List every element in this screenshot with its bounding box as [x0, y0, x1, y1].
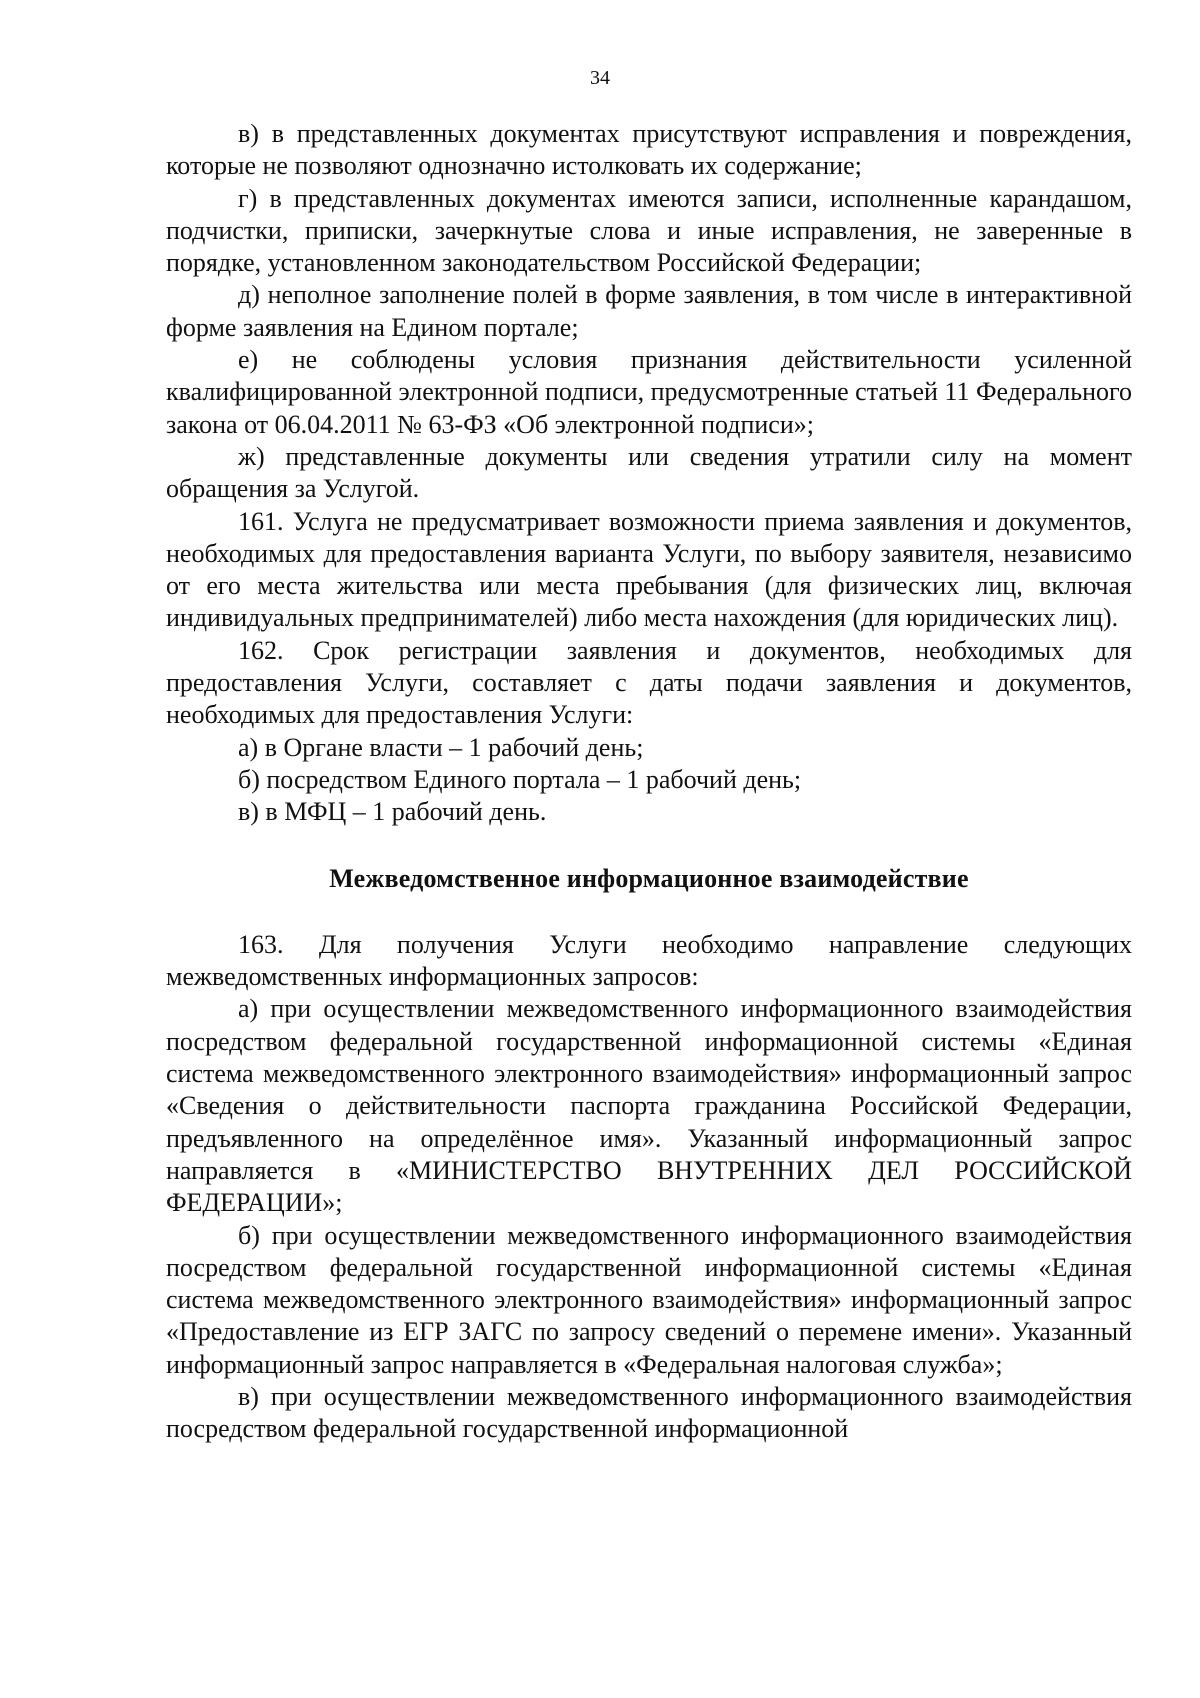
document-body: [166, 118, 1132, 1446]
paragraph-item-e-signature: е) не соблюдены условия признания действительности усиленной квалифицированной электронной подписи, предусмотренные статьей 11 Федерального закона от 06.04.2011 № 63-ФЗ «Об электронной подписи»;: [166, 345, 1132, 439]
paragraph-163: 163. Для получения Услуги необходимо направление следующих межведомственных информационных запросов:: [166, 929, 1132, 992]
paragraph-item-g-pencil-records: г) в представленных документах имеются записи, исполненные карандашом, подчистки, приписки, зачеркнутые слова и иные исправления, не заверенные в порядке, установленном законодательством Российской Федерации;: [166, 183, 1132, 278]
paragraph-162-item-b: б) посредством Единого портала – 1 рабочий день;: [238, 764, 802, 794]
paragraph-item-v-corrections: в) в представленных документах присутствуют исправления и повреждения, которые не позволяют однозначно истолковать их содержание;: [166, 119, 1132, 181]
paragraph-162: 162. Срок регистрации заявления и документов, необходимых для предоставления Услуги, составляет с даты подачи заявления и документов, необходимых для предоставления Услуги:: [166, 635, 1132, 730]
paragraph-163-item-b: б) при осуществлении межведомственного информационного взаимодействия посредством федеральной государственной информационной системы «Единая система межведомственного электронного взаимодействия» информационный запрос «Предоставление из ЕГР ЗАГС по запросу сведений о перемене имени». Указанный информационный запрос направляется в «Федеральная налоговая служба»;: [166, 1220, 1132, 1379]
section-heading: Межведомственное информационное взаимодействие: [329, 863, 969, 893]
paragraph-163-item-v: в) при осуществлении межведомственного информационного взаимодействия посредством федеральной государственной информационной: [166, 1381, 1132, 1444]
paragraph-item-d-incomplete-form: д) неполное заполнение полей в форме заявления, в том числе в интерактивной форме заявления на Едином портале;: [166, 280, 1132, 342]
paragraph-161: 161. Услуга не предусматривает возможности приема заявления и документов, необходимых для предоставления варианта Услуги, по выбору заявителя, независимо от его места жительства или места пребывания (для физических лиц, включая индивидуальных предпринимателей) либо места нахождения (для юридических лиц).: [166, 506, 1132, 633]
paragraph-162-item-v: в) в МФЦ – 1 рабочий день.: [238, 797, 547, 827]
page-number: 34: [590, 67, 610, 89]
paragraph-item-zh-expired-documents: ж) представленные документы или сведения утратили силу на момент обращения за Услугой.: [166, 441, 1132, 504]
paragraph-162-item-a: а) в Органе власти – 1 рабочий день;: [238, 732, 644, 762]
paragraph-163-item-a: а) при осуществлении межведомственного информационного взаимодействия посредством федеральной государственной информационной системы «Единая система межведомственного электронного взаимодействия» информационный запрос «Сведения о действительности паспорта гражданина Российской Федерации, предъявленного на определённое имя». Указанный информационный запрос направляется в «МИНИСТЕРСТВО ВНУТРЕННИХ ДЕЛ РОССИЙСКОЙ ФЕДЕРАЦИИ»;: [166, 994, 1132, 1218]
